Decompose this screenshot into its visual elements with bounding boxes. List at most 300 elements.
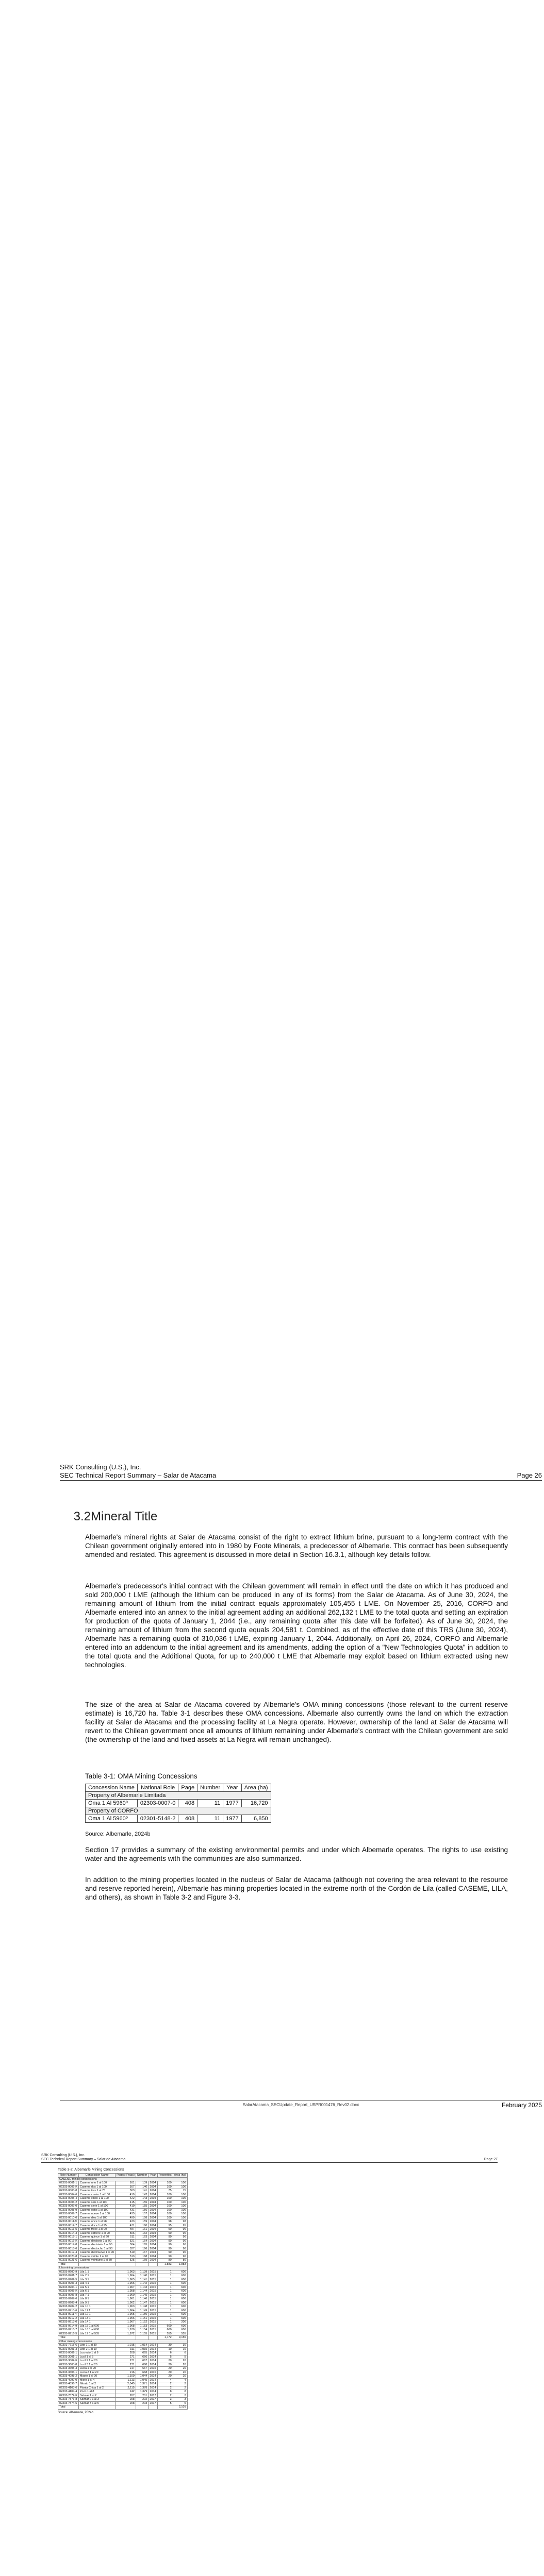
cell: 1,967 (116, 2320, 136, 2325)
cell: Lila 3 1 (78, 2278, 115, 2282)
cell: 668 (136, 2370, 149, 2375)
cell: 167 (116, 2185, 136, 2189)
total-cell (136, 2336, 149, 2340)
cell: 02303-0907-6 (58, 2297, 79, 2301)
cell: 1,965 (116, 2278, 136, 2282)
cell: 1977 (223, 1815, 241, 1823)
cell: 90 (173, 2228, 187, 2232)
cell: 02303-3002-K (58, 2359, 79, 2363)
total-cell (149, 2336, 157, 2340)
cell: 75 (157, 2189, 173, 2193)
col-header: Properties (157, 2174, 173, 2178)
table-row (58, 2363, 188, 2367)
cell: 2014 (149, 2359, 157, 2363)
cell: 504 (116, 2243, 136, 2247)
cell: 600 (173, 2270, 187, 2274)
table-row (86, 1800, 271, 1807)
cell: 242 (116, 2390, 136, 2394)
table-row (58, 2197, 188, 2201)
col-header: Area (ha) (173, 2174, 187, 2178)
cell: 271 (116, 2363, 136, 2367)
cell: 142 (136, 2193, 149, 2197)
cell: 1,113 (116, 2378, 136, 2382)
cell: 100 (157, 2200, 173, 2205)
cell: 02303-0913-0 (58, 2320, 79, 2325)
cell: 2014 (149, 2363, 157, 2367)
table-source: Source: Albemarle, 2024b (58, 2411, 94, 2414)
cell: 02303-0017-8 (58, 2243, 79, 2247)
cell: 1 (157, 2274, 173, 2278)
cell: 02303-7873-8 (58, 2398, 79, 2402)
cell: 2017 (149, 2398, 157, 2402)
table-row (58, 2243, 188, 2247)
cell: 20 (157, 2375, 173, 2379)
cell: Macro 1 al 20 (78, 2375, 115, 2379)
cell: 2014 (149, 2382, 157, 2386)
cell: Lila 1 1 (78, 2270, 115, 2274)
cell: 1,962 (116, 2301, 136, 2305)
cell: 2014 (149, 2355, 157, 2359)
table-row (58, 2255, 188, 2259)
cell: 141 (136, 2189, 149, 2193)
cell: Lila 12 1 (78, 2313, 115, 2317)
cell: 02303-3001-1 (58, 2355, 79, 2359)
cell: 1,963 (116, 2305, 136, 2309)
cell: 100 (157, 2185, 173, 2189)
cell: 1,139 (136, 2270, 149, 2274)
cell: 100 (157, 2181, 173, 2185)
cell: 2004 (149, 2231, 157, 2235)
table-row (58, 2301, 188, 2305)
cell: 435 (116, 2212, 136, 2216)
cell: 600 (173, 2324, 187, 2328)
cell: 208 (116, 2401, 136, 2405)
cell: 02303-0902-5 (58, 2278, 79, 2282)
cell: Salmar 3 1 al 5 (78, 2401, 115, 2405)
cell: Lila 13 1 (78, 2316, 115, 2320)
body-paragraph: In addition to the mining properties located in the nucleus of Salar de Atacama (although not covering the area relevant to the resource and reserve reported herein), Albemarle has mining properties located in the extreme north of the Cordón de Lila (called CASEME, LILA, and others), as shown in Table 3-2 and Figure 3-3. (85, 1876, 508, 1901)
page-header (41, 2154, 498, 2163)
total-cell: 1,883 (173, 2262, 187, 2266)
cell: 2004 (149, 2208, 157, 2212)
cell: Caseme nueve 1 al 100 (78, 2212, 115, 2216)
cell: 1,958 (116, 2290, 136, 2294)
section-number: 3.2 (73, 1510, 91, 1523)
total-cell (78, 2262, 115, 2266)
cell: 02303-0018-6 (58, 2247, 79, 2251)
cell: 2015 (149, 2293, 157, 2297)
cell: 02303-0009-7 (58, 2212, 79, 2216)
cell: 2014 (149, 2375, 157, 2379)
table-row (58, 2293, 188, 2297)
cell: Lila 7 1 (78, 2293, 115, 2297)
table-row (58, 2359, 188, 2363)
cell: 90 (157, 2255, 173, 2259)
cell: 20 (173, 2367, 187, 2371)
cell: Lila 2 1 (78, 2274, 115, 2278)
table-row (58, 2394, 188, 2398)
cell: 1,145 (136, 2293, 149, 2297)
table-row (58, 2398, 188, 2402)
cell: 02303-0010-0 (58, 2216, 79, 2220)
cell: 100 (173, 2212, 187, 2216)
table-row (58, 2378, 188, 2382)
cell: 1,371 (136, 2382, 149, 2386)
cell: 90 (173, 2235, 187, 2240)
table-row (58, 2193, 188, 2197)
cell: 408 (178, 1815, 197, 1823)
cell: 2,115 (116, 2386, 136, 2390)
cell: 162 (136, 2231, 149, 2235)
total-cell (136, 2405, 149, 2410)
cell: 155 (136, 2205, 149, 2209)
cell: 2004 (149, 2189, 157, 2193)
cell: 02303-4096-7 (58, 2382, 79, 2386)
cell: 2004 (149, 2185, 157, 2189)
cell: 90 (157, 2243, 173, 2247)
cell: 139 (136, 2181, 149, 2185)
cell: 6 (173, 2351, 187, 2355)
cell: 02303-0003-8 (58, 2189, 79, 2193)
table-row (58, 2205, 188, 2209)
cell: 75 (173, 2189, 187, 2193)
cell: 100 (157, 2208, 173, 2212)
table-row (86, 1815, 271, 1823)
cell: Caseme veinte 1 al 90 (78, 2255, 115, 2259)
total-cell: 1,772 (157, 2336, 173, 2340)
table-row (58, 2401, 188, 2405)
cell: Lucil 3 1 al 20 (78, 2363, 115, 2367)
group-label: Other mining concessions (58, 2340, 188, 2344)
cell: 1,045 (136, 2378, 149, 2382)
table-row (58, 2200, 188, 2205)
header-company: SRK Consulting (U.S.), Inc. (60, 1463, 141, 1471)
cell: 2015 (149, 2320, 157, 2325)
table-row (58, 2216, 188, 2220)
cell: 600 (173, 2293, 187, 2297)
cell: 4 (157, 2378, 173, 2382)
cell: 20 (157, 2359, 173, 2363)
cell: 02303-0007-0 (58, 2205, 79, 2209)
cell: 1 (157, 2282, 173, 2286)
cell: Lila 15 1 al 600 (78, 2324, 115, 2328)
cell: 169 (136, 2259, 149, 2263)
cell: 90 (157, 2239, 173, 2243)
table-row (58, 2344, 188, 2348)
total-cell (116, 2262, 136, 2266)
cell: 600 (173, 2305, 187, 2309)
table-group-row (58, 2340, 188, 2344)
total-cell (149, 2405, 157, 2410)
table-group-row (58, 2177, 188, 2181)
table-row (58, 2324, 188, 2328)
cell: 02303-0013-5 (58, 2228, 79, 2232)
cell: 90 (173, 2243, 187, 2247)
footer-date: February 2025 (501, 2102, 542, 2109)
cell: Lila 6 1 (78, 2290, 115, 2294)
header-page-number: Page 27 (484, 2158, 498, 2161)
cell: 02303-0905-K (58, 2290, 79, 2294)
cell: 20 (173, 2375, 187, 2379)
cell: 02303-0915-7 (58, 2328, 79, 2332)
cell: 90 (173, 2239, 187, 2243)
cell: 02303-0021-6 (58, 2259, 79, 2263)
cell: 02303-0020-8 (58, 2255, 79, 2259)
cell: 2015 (149, 2332, 157, 2336)
cell: 1,960 (116, 2293, 136, 2297)
cell: Caseme trece 1 al 90 (78, 2228, 115, 2232)
cell: 471 (116, 2224, 136, 2228)
cell: 100 (173, 2193, 187, 2197)
table-row (58, 2274, 188, 2278)
col-header: Number (197, 1784, 223, 1792)
cell: 2004 (149, 2259, 157, 2263)
table-row (58, 2332, 188, 2336)
cell: 02303-0901-7 (58, 2274, 79, 2278)
cell: 202 (136, 2398, 149, 2402)
cell: 02301-7715-6 (58, 2344, 79, 2348)
cell: 1 (157, 2293, 173, 2297)
cell: 1,142 (136, 2282, 149, 2286)
cell: 98 (157, 2220, 173, 2224)
cell: 1 (157, 2297, 173, 2301)
cell: 600 (157, 2328, 173, 2332)
cell: 20 (157, 2367, 173, 2371)
cell: 208 (116, 2351, 136, 2355)
cell: 200 (173, 2320, 187, 2325)
cell: 100 (157, 2193, 173, 2197)
table-total-row (58, 2262, 188, 2266)
cell: Caseme diecisiete 1 al 90 (78, 2243, 115, 2247)
cell: 2015 (149, 2278, 157, 2282)
cell: Lucil 1 al 5 (78, 2355, 115, 2359)
cell: 2004 (149, 2235, 157, 2240)
oma-concessions-table (85, 1784, 271, 1823)
cell: 02303-0007-0 (137, 1800, 178, 1807)
total-cell: Total (58, 2336, 79, 2340)
cell: 2,045 (116, 2382, 136, 2386)
table-row (58, 2313, 188, 2317)
table-row (58, 2251, 188, 2255)
cell: 521 (116, 2239, 136, 2243)
cell: 2004 (149, 2247, 157, 2251)
table-row (58, 2297, 188, 2301)
cell: 1 (157, 2320, 173, 2325)
cell: Lucrecio 1 al 6 (78, 2351, 115, 2355)
total-cell (116, 2405, 136, 2410)
cell: 1,964 (116, 2274, 136, 2278)
cell: Lila 14 1 (78, 2320, 115, 2325)
cell: 156 (136, 2208, 149, 2212)
cell: Lila 16 1 al 600 (78, 2328, 115, 2332)
cell: 2015 (149, 2270, 157, 2274)
cell: 487 (116, 2228, 136, 2232)
cell: Caseme cuatro 1 al 100 (78, 2193, 115, 2197)
cell: 100 (173, 2216, 187, 2220)
total-cell: Total (58, 2262, 79, 2266)
cell: 208 (116, 2398, 136, 2402)
total-cell: 9,155 (173, 2336, 187, 2340)
cell: 203 (136, 2401, 149, 2405)
cell: 90 (157, 2231, 173, 2235)
cell: 90 (157, 2235, 173, 2240)
cell: 2004 (149, 2239, 157, 2243)
col-header: Year (223, 1784, 241, 1792)
cell: 431 (116, 2208, 136, 2212)
table-row (58, 2224, 188, 2228)
table-row (58, 2189, 188, 2193)
total-cell (149, 2262, 157, 2266)
cell: 1,154 (136, 2328, 149, 2332)
table-row (58, 2185, 188, 2189)
cell: 600 (173, 2301, 187, 2305)
cell: 1,148 (136, 2305, 149, 2309)
header-report-title: SEC Technical Report Summary – Salar de Atacama (60, 1471, 217, 1479)
cell: 02303-7872-K (58, 2394, 79, 2398)
table-row (58, 2328, 188, 2332)
cell: 02303-0006-2 (58, 2200, 79, 2205)
cell: 02303-0002-K (58, 2185, 79, 2189)
cell: 90 (173, 2231, 187, 2235)
cell: 1,144 (136, 2290, 149, 2294)
cell: 668 (136, 2363, 149, 2367)
section-title: Mineral Title (91, 1510, 158, 1523)
cell: 02303-0906-8 (58, 2293, 79, 2297)
cell: 2015 (149, 2274, 157, 2278)
cell: 167 (136, 2251, 149, 2255)
cell: 161 (116, 2181, 136, 2185)
cell: 168 (136, 2255, 149, 2259)
cell: 02303-3605-3 (58, 2367, 79, 2371)
cell: Caseme doce 1 al 95 (78, 2224, 115, 2228)
total-cell (157, 2405, 173, 2410)
table-row (58, 2278, 188, 2282)
cell: 511 (116, 2235, 136, 2240)
cell: 02301-0002-1 (58, 2351, 79, 2355)
table-row (58, 2320, 188, 2325)
cell: 140 (136, 2185, 149, 2189)
cell: 600 (173, 2316, 187, 2320)
table-row (58, 2259, 188, 2263)
cell: 600 (173, 2309, 187, 2313)
cell: 2 (157, 2394, 173, 2398)
cell: Lucia 2 1 al 20 (78, 2370, 115, 2375)
cell: 2015 (149, 2316, 157, 2320)
cell: 02303-4098-2 (58, 2375, 79, 2379)
cell: 1 (157, 2316, 173, 2320)
cell: 2014 (149, 2378, 157, 2382)
cell: 02303-0012-7 (58, 2224, 79, 2228)
table-row (58, 2220, 188, 2224)
table-row (58, 2375, 188, 2379)
cell: 600 (173, 2313, 187, 2317)
cell: 499 (116, 2216, 136, 2220)
cell: 1,967 (116, 2285, 136, 2290)
cell: 10 (173, 2347, 187, 2351)
cell: 02303-0909-2 (58, 2305, 79, 2309)
cell: Salmar 1 al 2 (78, 2394, 115, 2398)
cell: 666 (136, 2355, 149, 2359)
total-cell: 2,101 (173, 2405, 187, 2410)
cell: Caseme diez 1 al 100 (78, 2216, 115, 2220)
cell: Caseme ocho 1 al 100 (78, 2208, 115, 2212)
cell: 10 (157, 2347, 173, 2351)
cell: 1 (157, 2313, 173, 2317)
cell: 1 (157, 2278, 173, 2282)
cell: 160 (136, 2224, 149, 2228)
table-caption: Table 3-2: Albemarle Mining Concessions (58, 2168, 124, 2172)
cell: 1,961 (116, 2297, 136, 2301)
total-cell: 1,883 (157, 2262, 173, 2266)
cell: Lila 9 1 (78, 2301, 115, 2305)
cell: 667 (136, 2359, 149, 2363)
cell: 600 (173, 2274, 187, 2278)
cell: 1,970 (116, 2328, 136, 2332)
cell: 1,109 (116, 2375, 136, 2379)
cell: 2015 (149, 2297, 157, 2301)
cell: Caseme tres 1 al 75 (78, 2189, 115, 2193)
cell: 100 (157, 2205, 173, 2209)
cell: 2 (157, 2386, 173, 2390)
cell: 2014 (149, 2390, 157, 2394)
cell: 600 (173, 2278, 187, 2282)
table-row (58, 2212, 188, 2216)
table-row (58, 2382, 188, 2386)
cell: 5 (173, 2355, 187, 2359)
cell: Caseme dieciseis 1 al 90 (78, 2239, 115, 2243)
cell: 216 (116, 2370, 136, 2375)
cell: 1,143 (136, 2285, 149, 2290)
cell: 20 (157, 2363, 173, 2367)
cell: Oma 1 Al 5960º (86, 1815, 138, 1823)
table-row (58, 2316, 188, 2320)
cell: Litio 1 1 al 30 (78, 2344, 115, 2348)
body-paragraph: Albemarle's mineral rights at Salar de Atacama consist of the right to extract lithium brine, pursuant to a long-term contract with the Chilean government originally entered into in 1980 by Foote Minerals, a predecessor of Albemarle. This contract has been subsequently amended and restated. This agreement is discussed in more detail in Section 16.3.1, although key details follow. (85, 1533, 508, 1558)
cell: 100 (157, 2197, 173, 2201)
total-cell: Total (58, 2405, 79, 2410)
albemarle-concessions-table (58, 2173, 188, 2410)
cell: 2017 (149, 2401, 157, 2405)
cell: 80 (173, 2259, 187, 2263)
cell: 311 (116, 2347, 136, 2351)
cell: Caseme cinco 1 al 100 (78, 2197, 115, 2201)
table-total-row (58, 2336, 188, 2340)
cell: 02301-0001-3 (58, 2347, 79, 2351)
cell: 2015 (149, 2309, 157, 2313)
table-source: Source: Albemarle, 2024b (85, 1831, 151, 1837)
cell: 408 (178, 1800, 197, 1807)
cell: 100 (173, 2208, 187, 2212)
table-caption: Table 3-1: OMA Mining Concessions (85, 1772, 197, 1780)
cell: 11 (197, 1815, 223, 1823)
cell: 2004 (149, 2212, 157, 2216)
col-header: Number (136, 2174, 149, 2178)
cell: 20 (173, 2363, 187, 2367)
table-header-row (58, 2174, 188, 2178)
cell: 503 (116, 2189, 136, 2193)
cell: 02303-0910-6 (58, 2309, 79, 2313)
cell: 1,153 (136, 2324, 149, 2328)
cell: 02303-0911-4 (58, 2313, 79, 2317)
cell: 1,140 (136, 2274, 149, 2278)
cell: 2004 (149, 2200, 157, 2205)
cell: 271 (116, 2355, 136, 2359)
col-header: Year (149, 2174, 157, 2178)
cell: 513 (116, 2255, 136, 2259)
cell: 1,378 (136, 2386, 149, 2390)
table-row (58, 2235, 188, 2240)
cell: 80 (157, 2259, 173, 2263)
